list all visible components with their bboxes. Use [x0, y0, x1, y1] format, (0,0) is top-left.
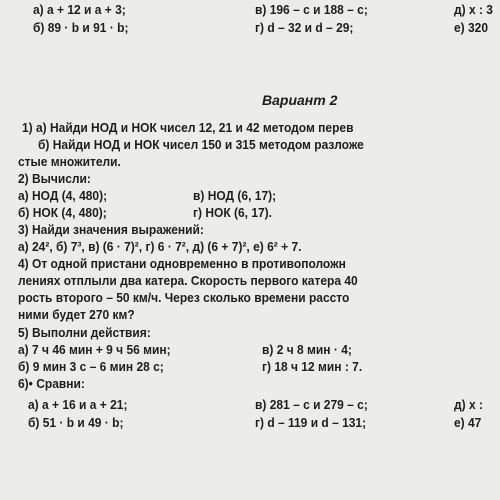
task1-b: б) Найди НОД и НОК чисел 150 и 315 методом разложе: [38, 138, 364, 152]
task2-b: б) НОК (4, 480);: [18, 206, 107, 220]
top-item-g: г) d – 32 и d – 29;: [255, 21, 354, 35]
task5-a: а) 7 ч 46 мин + 9 ч 56 мин;: [18, 343, 171, 357]
top-item-d: д) x : 3: [454, 3, 493, 17]
task4-line2: лениях отплыли два катера. Скорость первого катера 40: [18, 274, 358, 288]
top-item-e: е) 320: [454, 21, 489, 35]
task6-d: д) x :: [454, 398, 483, 412]
task6-header: 6)• Сравни:: [18, 377, 85, 391]
task5-g: г) 18 ч 12 мин : 7.: [262, 360, 363, 374]
task2-g: г) НОК (6, 17).: [193, 206, 273, 220]
top-item-a: а) a + 12 и a + 3;: [33, 3, 126, 17]
task5-b: б) 9 мин 3 с – 6 мин 28 с;: [18, 360, 164, 374]
task5-header: 5) Выполни действия:: [18, 326, 151, 340]
task1-b-cont: стые множители.: [18, 155, 121, 169]
task2-header: 2) Вычисли:: [18, 172, 91, 186]
task6-a: а) a + 16 и a + 21;: [28, 398, 128, 412]
task2-v: в) НОД (6, 17);: [193, 189, 277, 203]
task4-line3: рость второго – 50 км/ч. Через сколько времени рассто: [18, 291, 350, 305]
task4-line4: ними будет 270 км?: [18, 308, 135, 322]
top-item-b: б) 89 · b и 91 · b;: [33, 21, 129, 35]
variant-title: Вариант 2: [262, 92, 338, 108]
task3-items: а) 24², б) 7³, в) (6 · 7)², г) 6 · 7², д) (6 + 7)², е) 6² + 7.: [18, 240, 302, 254]
task5-v: в) 2 ч 8 мин · 4;: [262, 343, 352, 357]
task3-header: 3) Найди значения выражений:: [18, 223, 204, 237]
task6-e: е) 47: [454, 416, 482, 430]
task6-b: б) 51 · b и 49 · b;: [28, 416, 124, 430]
task4-line1: 4) От одной пристани одновременно в противоположн: [18, 257, 346, 271]
task1-a: 1) а) Найди НОД и НОК чисел 12, 21 и 42 методом перев: [22, 121, 354, 135]
task6-g: г) d – 119 и d – 131;: [255, 416, 367, 430]
top-item-v: в) 196 – c и 188 – c;: [255, 3, 368, 17]
task2-a: а) НОД (4, 480);: [18, 189, 108, 203]
task6-v: в) 281 – c и 279 – c;: [255, 398, 368, 412]
